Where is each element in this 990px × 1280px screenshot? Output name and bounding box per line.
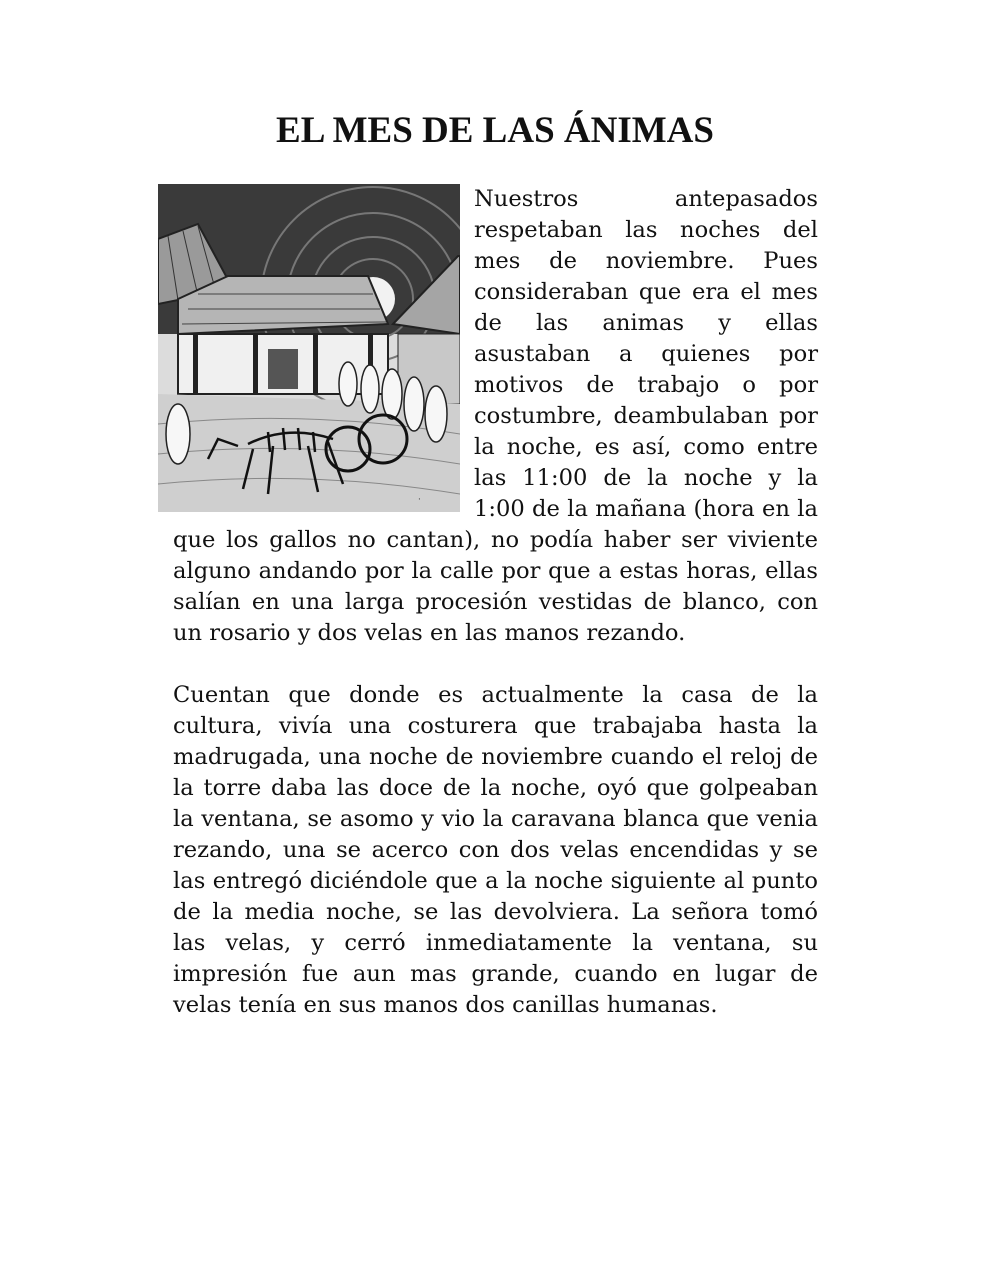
page-title: EL MES DE LAS ÁNIMAS [276,110,714,151]
paragraph: Nuestros antepasados respetaban las noches del mes de noviembre. Pues consideraban que era el mes de las animas y ellas asustaban a quienes por motivos de trabajo o por costumbre, deambulaban por la noche, es así, como entre las 11:00 de la noche y la 1:00 de la mañana (hora en la que los gallos no cantan), no podía haber ser viviente alguno andando por la calle por que a estas horas, ellas salían en una larga procesión vestidas de blanco, con un rosario y dos velas en las manos rezando. [173,186,818,646]
svg-text:·: · [418,495,421,505]
procession-of-souls-illustration [158,184,460,512]
article-body [173,184,818,1021]
paragraph: Cuentan que donde es actualmente la casa de la cultura, vivía una costurera que trabajaba hasta la madrugada, una noche de noviembre cuando el reloj de la torre daba las doce de la noche, oyó que golpeaban la ventana, se asomo y vio la caravana blanca que venia rezando, una se acerco con dos velas encendidas y se las entregó diciéndole que a la noche siguiente al punto de la media noche, se las devolviera. La señora tomó las velas, y cerró inmediatamente la ventana, su impresión fue aun mas grande, cuando en lugar de velas tenía en sus manos dos canillas humanas. [173,682,818,1018]
